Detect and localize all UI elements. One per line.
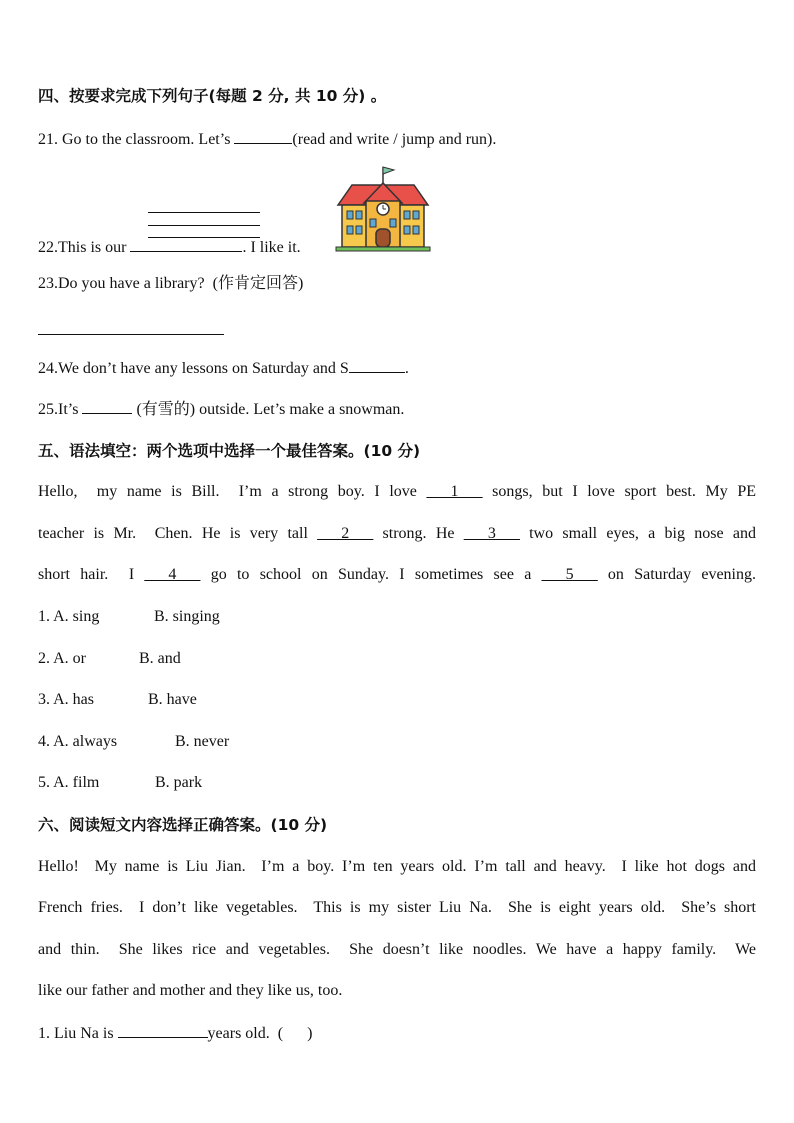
question-text: Do you have a library? (作肯定回答): [58, 275, 304, 292]
passage-text: go to school on Sunday. I sometimes see a: [200, 566, 542, 583]
blank-3[interactable]: ___3___: [463, 525, 520, 542]
question-number: 23.: [38, 275, 58, 292]
option-row: [38, 690, 197, 710]
question-text: .: [404, 360, 409, 377]
question-text: (read and write / jump and run).: [292, 131, 497, 148]
answer-blank[interactable]: [130, 237, 242, 252]
passage-text: teacher is Mr. Chen. He is very tall: [38, 525, 318, 542]
question-number: 22.: [38, 239, 58, 256]
section-4-title: 四、按要求完成下列句子(每题 2 分, 共 10 分) 。: [38, 87, 387, 105]
question-25: [38, 399, 404, 420]
passage-line: [38, 482, 756, 502]
answer-blank[interactable]: [118, 1023, 208, 1038]
question-text: 1. Liu Na is: [38, 1025, 118, 1042]
option-a[interactable]: 3. A. has: [38, 691, 94, 708]
option-row: [38, 607, 220, 627]
blank-2[interactable]: ___2___: [317, 525, 374, 542]
option-a[interactable]: 4. A. always: [38, 733, 118, 750]
question-22: [38, 237, 301, 258]
reading-passage-line: like our father and mother and they like us, too.: [38, 982, 343, 999]
question-text: We don’t have any lessons on Saturday and S: [58, 360, 349, 377]
passage-text: two small eyes, a big nose and: [519, 525, 757, 542]
option-b[interactable]: B. and: [139, 650, 181, 667]
option-a[interactable]: 5. A. film: [38, 774, 100, 791]
question-text: Go to the classroom. Let’s: [58, 131, 235, 148]
answer-line[interactable]: [148, 225, 260, 226]
passage-text: songs, but I love sport best. My PE: [482, 483, 757, 500]
question-text: (有雪的) outside. Let’s make a snowman.: [132, 401, 405, 418]
blank-1[interactable]: ___1___: [426, 483, 483, 500]
option-row: [38, 773, 203, 793]
option-b[interactable]: B. never: [175, 733, 230, 750]
answer-blank[interactable]: [82, 399, 132, 414]
question-23: [38, 274, 303, 294]
blank-4[interactable]: ___4___: [144, 566, 201, 583]
option-a[interactable]: 2. A. or: [38, 650, 86, 667]
reading-passage-line: Hello! My name is Liu Jian. I’m a boy. I’m ten years old. I’m tall and heavy. I like hot dogs and: [38, 858, 756, 875]
question-text: This is our: [58, 239, 131, 256]
answer-blank[interactable]: [349, 358, 405, 373]
question-number: 21.: [38, 131, 58, 148]
blank-5[interactable]: ___5___: [541, 566, 598, 583]
section-6-title: 六、阅读短文内容选择正确答案。(10 分): [38, 816, 328, 834]
reading-passage-line: and thin. She likes rice and vegetables. She doesn’t like noodles. We have a happy family. We: [38, 941, 756, 958]
option-row: [38, 732, 230, 752]
option-a[interactable]: 1. A. sing: [38, 608, 100, 625]
passage-text: on Saturday evening.: [597, 566, 756, 583]
passage-text: Hello, my name is Bill. I’m a strong boy. I love: [38, 483, 427, 500]
question-text: It’s: [58, 401, 83, 418]
option-b[interactable]: B. singing: [154, 608, 220, 625]
option-b[interactable]: B. have: [148, 691, 197, 708]
question-text: . I like it.: [242, 239, 301, 256]
passage-line: [38, 565, 756, 585]
question-24: [38, 358, 409, 379]
passage-text: strong. He: [373, 525, 464, 542]
passage-text: short hair. I: [38, 566, 145, 583]
school-building-illustration: [334, 163, 432, 253]
reading-passage-line: French fries. I don’t like vegetables. This is my sister Liu Na. She is eight years old. She’s short: [38, 899, 756, 916]
question-number: 25.: [38, 401, 58, 418]
passage-line: [38, 524, 756, 544]
question-text: years old. ( ): [207, 1025, 313, 1042]
option-b[interactable]: B. park: [155, 774, 203, 791]
section-5-title: 五、语法填空：两个选项中选择一个最佳答案。(10 分): [38, 442, 421, 460]
reading-question-1: [38, 1023, 312, 1044]
answer-line[interactable]: [148, 212, 260, 213]
option-row: [38, 649, 181, 669]
answer-blank[interactable]: [234, 129, 292, 144]
question-21: [38, 129, 496, 150]
question-number: 24.: [38, 360, 58, 377]
answer-line[interactable]: [38, 334, 224, 335]
